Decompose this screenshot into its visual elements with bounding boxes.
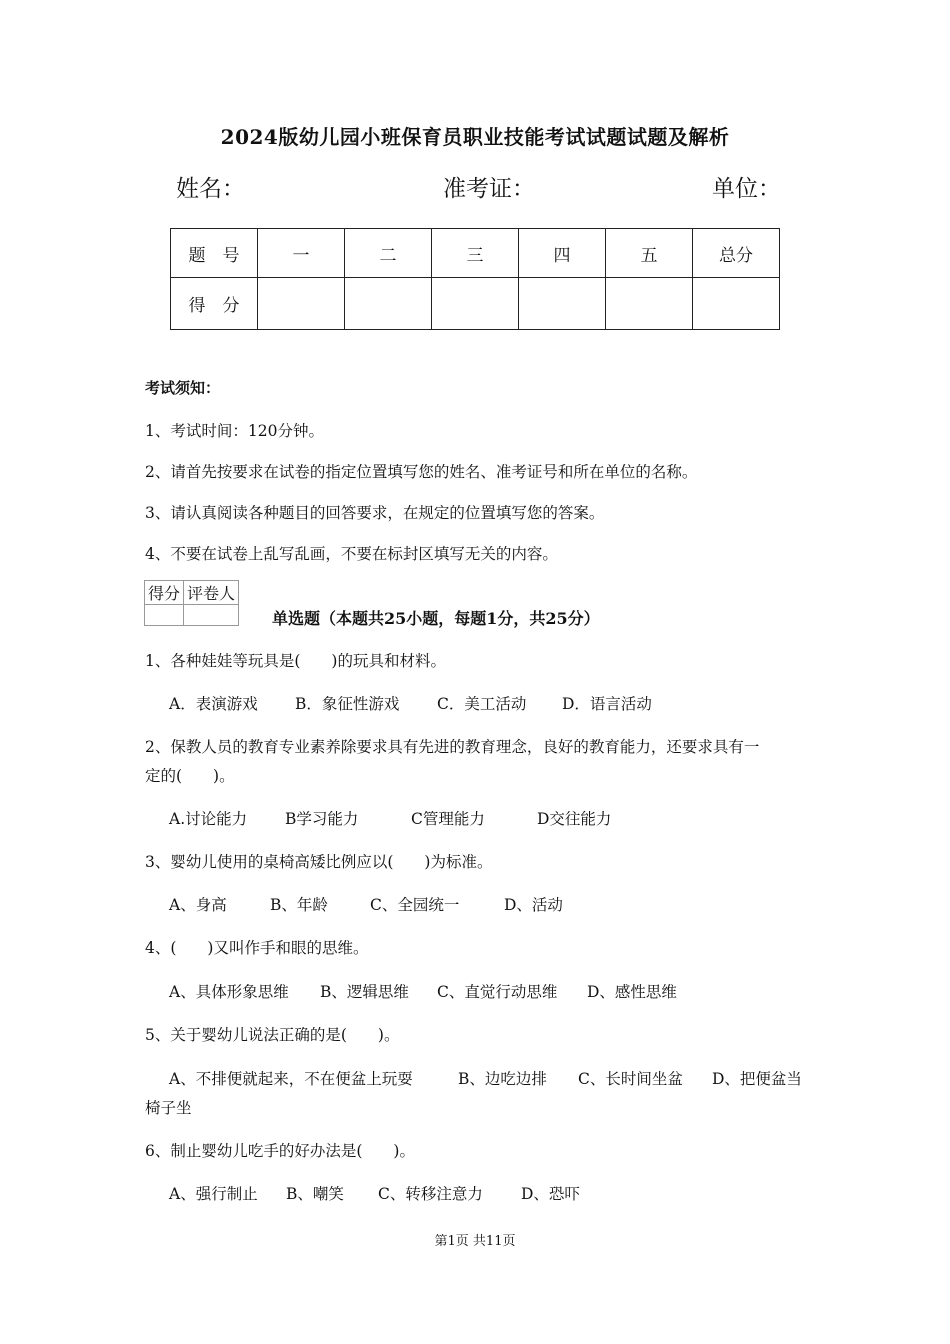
- score-cell-3[interactable]: [432, 278, 519, 330]
- option: A、具体形象思维: [169, 983, 289, 1001]
- notice-item: 1、考试时间：120分钟。: [145, 422, 324, 440]
- exam-id-field-label: 准考证：: [443, 176, 535, 202]
- question-stem: 4、( )又叫作手和眼的思维。: [145, 939, 369, 957]
- option: C．美工活动: [437, 695, 527, 713]
- option: C、长时间坐盆: [578, 1070, 683, 1088]
- notice-item: 2、请首先按要求在试卷的指定位置填写您的姓名、准考证号和所在单位的名称。: [145, 463, 698, 481]
- option: C、全园统一: [370, 896, 460, 914]
- notice-heading: 考试须知：: [145, 379, 221, 397]
- option: A、身高: [169, 896, 227, 914]
- option-continued: 椅子坐: [145, 1099, 192, 1117]
- section-title: 单选题（本题共25小题，每题1分，共25分）: [272, 609, 600, 628]
- option: B学习能力: [285, 810, 359, 828]
- header-cell-1: 一: [258, 229, 345, 278]
- grader-box-score-cell[interactable]: [145, 605, 184, 626]
- question-stem: 6、制止婴幼儿吃手的好办法是( )。: [145, 1142, 415, 1160]
- grader-box-grader-label: 评卷人: [184, 581, 239, 605]
- option: A、不排便就起来，不在便盆上玩耍: [169, 1070, 413, 1088]
- option: D、恐吓: [521, 1185, 580, 1203]
- option: D、活动: [504, 896, 563, 914]
- header-cell-5: 五: [606, 229, 693, 278]
- score-cell-total[interactable]: [693, 278, 780, 330]
- option: C、转移注意力: [378, 1185, 483, 1203]
- score-cell-4[interactable]: [519, 278, 606, 330]
- header-cell-2: 二: [345, 229, 432, 278]
- header-cell-question-number: 题 号: [171, 229, 258, 278]
- option: A.讨论能力: [169, 810, 248, 828]
- page-number: 第1页 共11页: [434, 1234, 516, 1249]
- question-stem: 1、各种娃娃等玩具是( )的玩具和材料。: [145, 652, 446, 670]
- option: A、强行制止: [169, 1185, 258, 1203]
- score-table-header-row: [171, 229, 780, 278]
- option: B．象征性游戏: [295, 695, 400, 713]
- option: B、逻辑思维: [320, 983, 409, 1001]
- option: A．表演游戏: [169, 695, 258, 713]
- score-row-label: 得 分: [171, 278, 258, 330]
- option: D交往能力: [537, 810, 612, 828]
- score-cell-5[interactable]: [606, 278, 693, 330]
- option: B、嘲笑: [286, 1185, 344, 1203]
- header-cell-4: 四: [519, 229, 606, 278]
- question-stem: 3、婴幼儿使用的桌椅高矮比例应以( )为标准。: [145, 853, 493, 871]
- name-field-label: 姓名：: [176, 176, 245, 202]
- option: C、直觉行动思维: [437, 983, 558, 1001]
- header-cell-3: 三: [432, 229, 519, 278]
- grader-box: [144, 580, 239, 626]
- option: D．语言活动: [562, 695, 652, 713]
- option: D、感性思维: [587, 983, 677, 1001]
- question-stem-continued: 定的( )。: [145, 767, 235, 785]
- unit-field-label: 单位：: [712, 176, 781, 202]
- option: B、边吃边排: [458, 1070, 547, 1088]
- notice-item: 4、不要在试卷上乱写乱画，不要在标封区填写无关的内容。: [145, 545, 558, 563]
- option: C管理能力: [411, 810, 485, 828]
- score-cell-1[interactable]: [258, 278, 345, 330]
- score-table: [170, 228, 780, 330]
- header-cell-total: 总分: [693, 229, 780, 278]
- score-table-score-row: [171, 278, 780, 330]
- option: D、把便盆当: [712, 1070, 802, 1088]
- grader-box-score-label: 得分: [145, 581, 184, 605]
- grader-box-grader-cell[interactable]: [184, 605, 239, 626]
- question-stem: 5、关于婴幼儿说法正确的是( )。: [145, 1026, 400, 1044]
- score-cell-2[interactable]: [345, 278, 432, 330]
- notice-item: 3、请认真阅读各种题目的回答要求，在规定的位置填写您的答案。: [145, 504, 605, 522]
- question-stem: 2、保教人员的教育专业素养除要求具有先进的教育理念，良好的教育能力，还要求具有一: [145, 738, 760, 756]
- page-title: 2024版幼儿园小班保育员职业技能考试试题试题及解析: [220, 125, 730, 149]
- option: B、年龄: [270, 896, 328, 914]
